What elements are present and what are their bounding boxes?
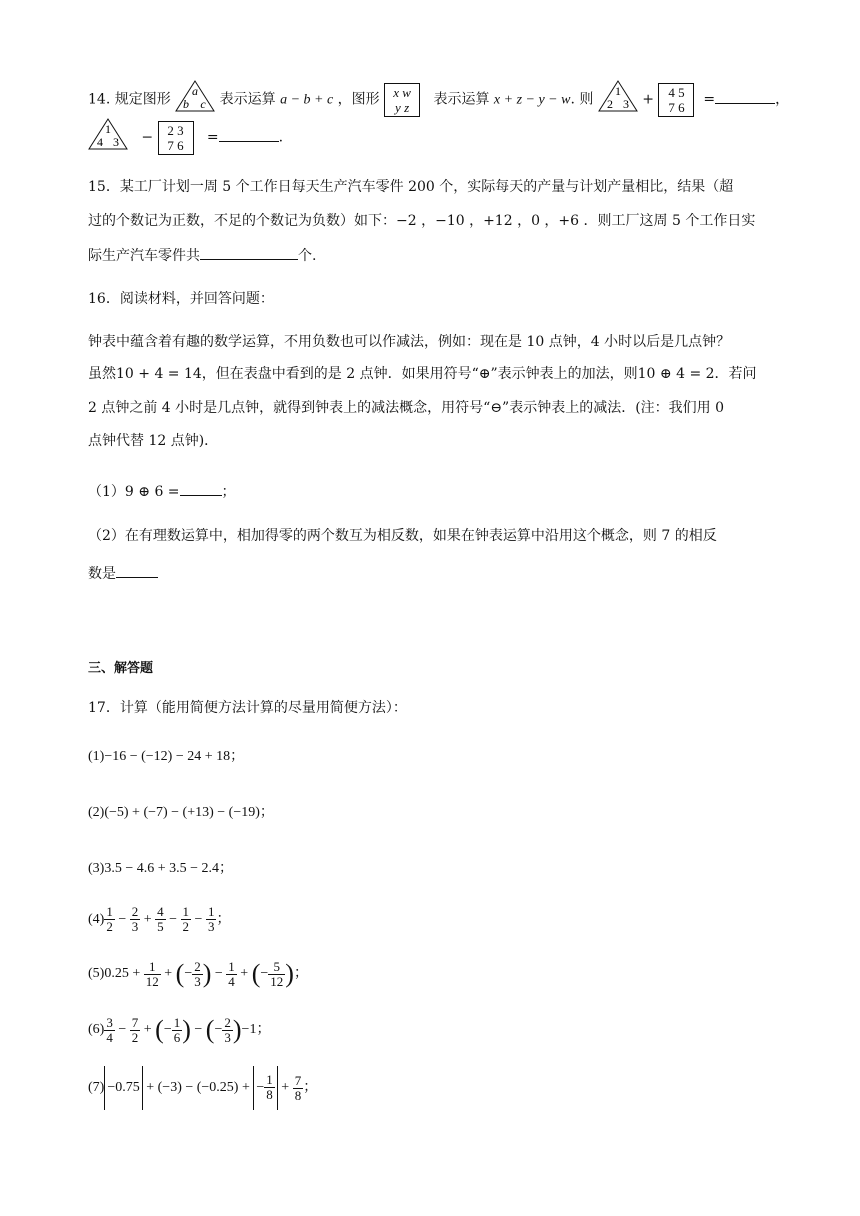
q14-expr1: a − b + c (280, 92, 334, 108)
b2-br: 6 (177, 137, 184, 153)
t1-right: 3 (622, 97, 629, 111)
minus-sign: − (141, 129, 154, 146)
e5-frac3: $\frac{1}{4}$ (228, 958, 235, 989)
t1-left: 2 (606, 97, 613, 111)
square-figure-1 (658, 83, 694, 117)
q16-p3: 2 点钟之前 4 小时是几点钟，就得到钟表上的减法概念，用符号“⊖”表示钟表上的减法．(注：我们用 0 (88, 400, 725, 416)
equals-sign-2: = (206, 129, 219, 146)
q17-title: 17．计算（能用简便方法计算的尽量用简便方法）： (88, 700, 407, 716)
q16-sub2b-line (88, 561, 158, 585)
q15-line3b: 个. (298, 248, 317, 264)
answer-blank-14b (219, 125, 279, 142)
e5-frac2: $\frac{2}{3}$ (194, 958, 201, 989)
q14-expr2: x + z − y − w (493, 92, 571, 108)
q16-sub1 (88, 479, 236, 503)
plus-sign: + (642, 91, 655, 108)
t2-top: 1 (105, 122, 111, 136)
q17-e2: (2)(−5) + (−7) − (+13) − (−19)； (88, 805, 274, 820)
b1-tl: 4 (668, 84, 675, 100)
q16-sub2b: 数是 (88, 566, 116, 582)
q15-line3 (88, 243, 316, 267)
q17-e1: (1)−16 − (−12) − 24 + 18； (88, 749, 245, 764)
section-title: 三、解答题 (88, 661, 154, 676)
b2-tr: 3 (177, 122, 184, 138)
e6-frac4: $\frac{2}{3}$ (224, 1014, 231, 1045)
q16-p4: 点钟代替 12 点钟)． (88, 433, 219, 449)
e4-frac2: $\frac{2}{3}$ (131, 904, 139, 935)
e5-frac4: $\frac{5}{12}$ (270, 958, 284, 989)
e5-label: (5)0.25 + (88, 966, 141, 982)
q16-sub1b: ； (221, 484, 236, 500)
triangle-figure (175, 80, 215, 119)
triangle-figure-2 (88, 118, 128, 157)
e7-label: (7) (88, 1080, 105, 1096)
q17-e7: (7) −0.75 + (−3) − (−0.25) + − $\frac{1}{8}$ + $\frac{7}{8}$ ； (88, 1066, 317, 1110)
q16-sub1a: （1）9 ⊕ 6 = (88, 484, 180, 500)
b2-bl: 7 (167, 137, 174, 153)
e7-abs2: − $\frac{1}{8}$ (253, 1066, 277, 1110)
box-x: x (393, 84, 400, 100)
q14-end2: . (278, 129, 284, 146)
e4-frac1: $\frac{1}{2}$ (106, 904, 113, 935)
q14-mid2: ，图形 (337, 91, 380, 108)
t1-top: 1 (614, 84, 621, 98)
e4-frac5: $\frac{1}{3}$ (207, 904, 215, 935)
q14-mid4: . 则 (570, 91, 594, 108)
e7-frac2: $\frac{7}{8}$ (294, 1072, 302, 1103)
q15-line2: 过的个数记为正数，不足的个数记为负数）如下：−2 ，−10 ，+12 ，0 ，+6 ．则工厂这周 5 个工作日实 (88, 213, 756, 229)
e6-label: (6) (88, 1022, 105, 1038)
e6-frac2: $\frac{7}{2}$ (131, 1014, 139, 1045)
answer-blank-16a (180, 479, 222, 496)
q14-line2 (88, 118, 283, 157)
answer-blank-16b (116, 561, 158, 578)
equals-sign-1: = (703, 91, 716, 108)
e4-frac3: $\frac{4}{5}$ (157, 904, 164, 935)
e7-mid: + (−3) − (−0.25) + (146, 1080, 250, 1096)
b1-bl: 7 (668, 99, 675, 115)
q14-end1: ， (775, 91, 790, 108)
e7-frac1: $\frac{1}{8}$ (266, 1072, 273, 1103)
q15-line1: 15．某工厂计划一周 5 个工作日每天生产汽车零件 200 个，实际每天的产量与计划产量相比，结果（超 (88, 179, 734, 195)
e4-label: (4) (88, 912, 105, 927)
b2-tl: 2 (167, 122, 174, 138)
box-w: w (402, 84, 411, 100)
e7-abs1: −0.75 (104, 1066, 142, 1110)
tri-b: b (183, 97, 190, 111)
answer-blank-14a (715, 87, 775, 104)
q14-prefix: 14. 规定图形 (88, 91, 171, 108)
t2-right: 3 (113, 135, 119, 149)
tri-a: a (192, 84, 199, 98)
answer-blank-15 (200, 243, 298, 260)
q16-p1: 钟表中蕴含着有趣的数学运算，不用负数也可以作减法，例如：现在是 10 点钟，4 小时以后是几点钟？ (88, 334, 731, 350)
e6-tail: −1； (241, 1022, 271, 1038)
q17-e5: (5)0.25 + $\frac{1}{12}$ + (− $\frac{2}{3}$ ) − $\frac{1}{4}$ + (− $\frac{5}{12}$ )； (88, 958, 308, 989)
q17-e3: (3)3.5 − 4.6 + 3.5 − 2.4； (88, 861, 234, 876)
q17-e4: (4) $\frac{1}{2}$ − $\frac{2}{3}$ + $\frac{4}{5}$ − $\frac{1}{2}$ − $\frac{1}{3}$ ； (88, 904, 231, 935)
e4-frac4: $\frac{1}{2}$ (182, 904, 190, 935)
square-figure-2 (158, 121, 194, 155)
q15-line3a: 际生产汽车零件共 (88, 248, 200, 264)
q14-line1 (88, 80, 789, 119)
e6-frac1: $\frac{3}{4}$ (106, 1014, 113, 1045)
q16-title: 16．阅读材料，并回答问题： (88, 291, 274, 307)
q16-sub2: （2）在有理数运算中，相加得零的两个数互为相反数，如果在钟表运算中沿用这个概念，则 7 的相反 (88, 528, 717, 544)
q17-e6: (6) $\frac{3}{4}$ − $\frac{7}{2}$ + (− $\frac{1}{6}$ ) − (− $\frac{2}{3}$ )−1； (88, 1014, 271, 1045)
q14-mid1: 表示运算 (219, 91, 276, 108)
triangle-figure-1 (598, 80, 638, 119)
box-y: y (395, 99, 401, 115)
q16-p2: 虽然10 + 4 = 14，但在表盘中看到的是 2 点钟．如果用符号“⊕”表示钟表上的加法，则10 ⊕ 4 = 2．若问 (88, 366, 757, 382)
square-figure (384, 83, 420, 117)
q14-mid3: 表示运算 (433, 91, 490, 108)
b1-br: 6 (678, 99, 685, 115)
box-z: z (404, 99, 410, 115)
e5-frac1: $\frac{1}{12}$ (145, 958, 159, 989)
b1-tr: 5 (678, 84, 685, 100)
e6-frac3: $\frac{1}{6}$ (173, 1014, 181, 1045)
tri-c: c (200, 97, 206, 111)
t2-left: 4 (97, 135, 103, 149)
